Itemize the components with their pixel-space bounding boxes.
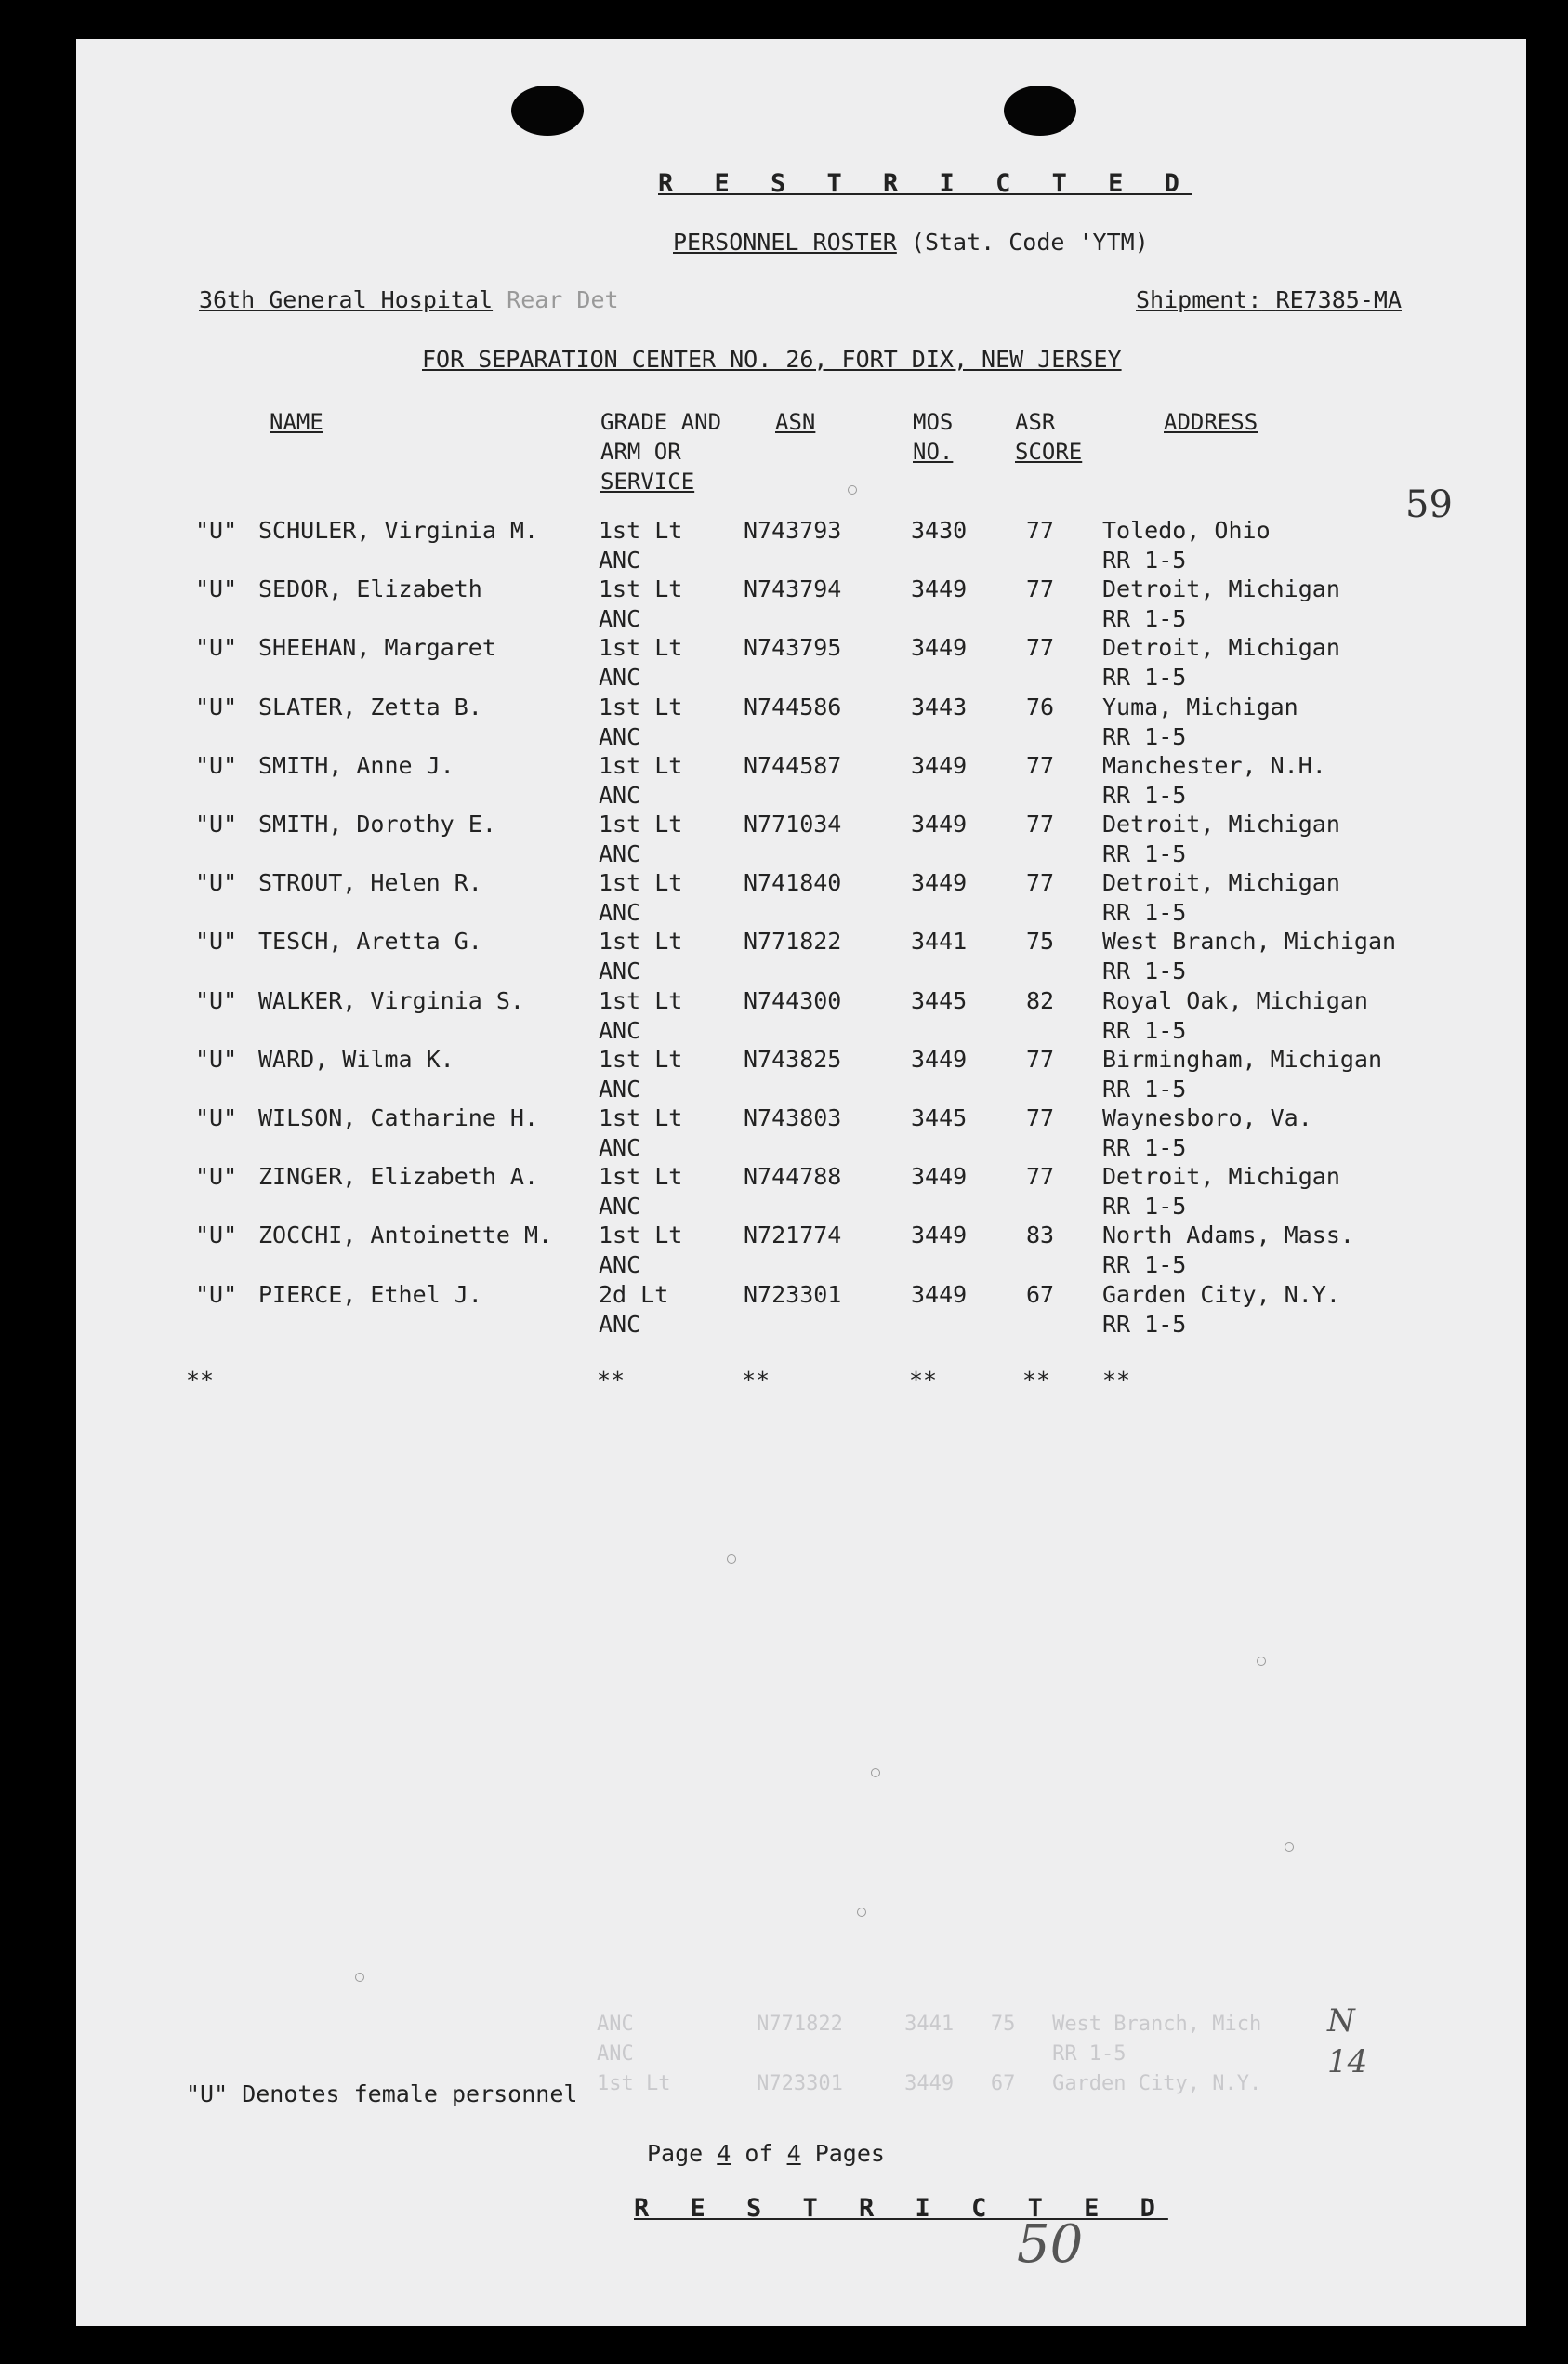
row-grade: 1st Lt: [599, 811, 683, 838]
col-grade-line1: GRADE AND: [600, 409, 722, 435]
row-prefix: "U": [195, 1222, 238, 1249]
table-row: [76, 575, 1526, 635]
roster-title: PERSONNEL ROSTER: [673, 229, 897, 256]
row-prefix: "U": [195, 517, 238, 544]
row-prefix: "U": [195, 986, 238, 1014]
restricted-header: R E S T R I C T E D: [658, 169, 1192, 198]
row-name: SCHULER, Virginia M.: [258, 517, 539, 544]
row-asr: 76: [1026, 693, 1055, 720]
row-mos: 3445: [911, 1104, 968, 1131]
end-mark-asr: **: [1022, 1367, 1051, 1393]
row-asr: 77: [1026, 517, 1055, 544]
table-row: [76, 517, 1526, 576]
row-mos: 3443: [911, 693, 968, 720]
paper-speck: [848, 485, 857, 495]
row-asn: N721774: [744, 1222, 842, 1249]
unit-line: [199, 286, 619, 313]
shipment-line: [1136, 286, 1402, 313]
col-mos-line2: NO.: [913, 439, 954, 465]
row-arm: ANC: [599, 722, 641, 750]
row-arm: ANC: [599, 1134, 641, 1161]
row-rr: RR 1-5: [1102, 1134, 1187, 1161]
row-rr: RR 1-5: [1102, 957, 1187, 985]
pagination-current: 4: [717, 2140, 731, 2167]
row-grade: 1st Lt: [599, 869, 683, 897]
shipment-label: Shipment:: [1136, 286, 1262, 313]
restricted-footer: R E S T R I C T E D: [634, 2194, 1168, 2223]
pagination-total: 4: [786, 2140, 801, 2167]
col-grade-header: [600, 407, 721, 496]
end-mark-address: **: [1102, 1367, 1131, 1393]
row-grade: 1st Lt: [599, 634, 683, 662]
row-address: Yuma, Michigan: [1102, 693, 1298, 720]
col-asr-line2: SCORE: [1015, 439, 1083, 465]
punch-hole-left: [511, 86, 584, 136]
row-asr: 83: [1026, 1222, 1055, 1249]
row-address: Detroit, Michigan: [1102, 575, 1340, 603]
row-grade: 1st Lt: [599, 1045, 683, 1073]
row-asn: N744586: [744, 693, 842, 720]
row-address: Detroit, Michigan: [1102, 869, 1340, 897]
row-asn: N723301: [744, 1280, 842, 1308]
row-address: North Adams, Mass.: [1102, 1222, 1354, 1249]
pagination-prefix: Page: [647, 2140, 704, 2167]
row-mos: 3445: [911, 986, 968, 1014]
table-row: [76, 1046, 1526, 1105]
row-asn: N743795: [744, 634, 842, 662]
row-address: Waynesboro, Va.: [1102, 1104, 1312, 1131]
bleed-through-text: ANC N771822 3441 75 West Branch, Mich ANC RR 1-5 1st Lt N723301 3449 67 Garden City, N.Y.: [597, 2013, 1262, 2095]
table-row: [76, 869, 1526, 929]
row-mos: 3449: [911, 869, 968, 897]
row-asr: 77: [1026, 751, 1055, 779]
row-arm: ANC: [599, 840, 641, 867]
paper-speck: [871, 1768, 880, 1777]
row-arm: ANC: [599, 1310, 641, 1338]
row-name: SLATER, Zetta B.: [258, 693, 482, 720]
row-mos: 3449: [911, 634, 968, 662]
col-mos-header: [913, 407, 953, 467]
row-rr: RR 1-5: [1102, 1193, 1187, 1221]
row-rr: RR 1-5: [1102, 1251, 1187, 1279]
row-asr: 82: [1026, 986, 1055, 1014]
col-asr-header: [1015, 407, 1082, 467]
end-mark-asn: **: [742, 1367, 771, 1393]
row-address: Detroit, Michigan: [1102, 1163, 1340, 1191]
row-asr: 77: [1026, 575, 1055, 603]
handwritten-number: 50: [1017, 2214, 1084, 2275]
row-rr: RR 1-5: [1102, 605, 1187, 633]
row-mos: 3449: [911, 575, 968, 603]
footnote: "U" Denotes female personnel: [186, 2080, 578, 2107]
row-asr: 67: [1026, 1280, 1055, 1308]
row-arm: ANC: [599, 664, 641, 692]
row-asr: 77: [1026, 1163, 1055, 1191]
pagination-mid: of: [744, 2140, 773, 2167]
col-grade-line3: SERVICE: [600, 469, 695, 495]
col-asn-header: ASN: [775, 409, 816, 435]
table-row: [76, 928, 1526, 987]
row-asn: N771034: [744, 811, 842, 838]
stat-code: (Stat. Code 'YTM): [910, 229, 1149, 256]
row-grade: 1st Lt: [599, 1222, 683, 1249]
row-asr: 77: [1026, 634, 1055, 662]
row-grade: 1st Lt: [599, 517, 683, 544]
row-address: West Branch, Michigan: [1102, 928, 1397, 956]
paper-speck: [727, 1554, 736, 1564]
row-arm: ANC: [599, 1016, 641, 1044]
row-mos: 3449: [911, 1280, 968, 1308]
row-name: WILSON, Catharine H.: [258, 1104, 539, 1131]
row-name: ZOCCHI, Antoinette M.: [258, 1222, 553, 1249]
table-row: [76, 1281, 1526, 1340]
row-address: Detroit, Michigan: [1102, 811, 1340, 838]
row-mos: 3441: [911, 928, 968, 956]
table-row: [76, 752, 1526, 812]
end-mark-mos: **: [909, 1367, 938, 1393]
row-mos: 3449: [911, 1222, 968, 1249]
row-asr: 77: [1026, 1104, 1055, 1131]
row-asn: N741840: [744, 869, 842, 897]
row-address: Detroit, Michigan: [1102, 634, 1340, 662]
row-arm: ANC: [599, 957, 641, 985]
row-arm: ANC: [599, 899, 641, 927]
row-asr: 77: [1026, 1045, 1055, 1073]
row-prefix: "U": [195, 634, 238, 662]
row-prefix: "U": [195, 1163, 238, 1191]
row-asn: N743794: [744, 575, 842, 603]
row-address: Manchester, N.H.: [1102, 751, 1326, 779]
table-row: [76, 1222, 1526, 1281]
paper-speck: [355, 1973, 364, 1982]
row-prefix: "U": [195, 811, 238, 838]
row-name: STROUT, Helen R.: [258, 869, 482, 897]
col-address-header: ADDRESS: [1164, 409, 1258, 435]
row-prefix: "U": [195, 1045, 238, 1073]
destination-line: FOR SEPARATION CENTER NO. 26, FORT DIX, NEW JERSEY: [422, 346, 1122, 373]
row-address: Royal Oak, Michigan: [1102, 986, 1368, 1014]
roster-subtitle: [673, 229, 1149, 256]
row-prefix: "U": [195, 1104, 238, 1131]
row-asr: 77: [1026, 811, 1055, 838]
row-prefix: "U": [195, 869, 238, 897]
row-asr: 75: [1026, 928, 1055, 956]
table-row: [76, 693, 1526, 753]
row-address: Toledo, Ohio: [1102, 517, 1271, 544]
paper-speck: [1285, 1842, 1294, 1852]
col-grade-line2: ARM OR: [600, 439, 681, 465]
row-name: WALKER, Virginia S.: [258, 986, 524, 1014]
row-arm: ANC: [599, 605, 641, 633]
row-rr: RR 1-5: [1102, 1075, 1187, 1103]
row-prefix: "U": [195, 751, 238, 779]
row-grade: 1st Lt: [599, 1104, 683, 1131]
row-arm: ANC: [599, 1075, 641, 1103]
row-mos: 3449: [911, 1163, 968, 1191]
table-row: [76, 987, 1526, 1047]
punch-hole-right: [1004, 86, 1076, 136]
paper-speck: [1257, 1657, 1266, 1666]
end-mark-grade: **: [597, 1367, 626, 1393]
row-mos: 3449: [911, 751, 968, 779]
shipment-value: RE7385-MA: [1275, 286, 1402, 313]
row-asn: N744788: [744, 1163, 842, 1191]
row-rr: RR 1-5: [1102, 1016, 1187, 1044]
row-mos: 3449: [911, 1045, 968, 1073]
row-name: SMITH, Anne J.: [258, 751, 455, 779]
row-asr: 77: [1026, 869, 1055, 897]
row-name: WARD, Wilma K.: [258, 1045, 455, 1073]
table-row: [76, 634, 1526, 693]
row-name: PIERCE, Ethel J.: [258, 1280, 482, 1308]
row-arm: ANC: [599, 1193, 641, 1221]
table-row: [76, 1163, 1526, 1222]
row-name: SEDOR, Elizabeth: [258, 575, 482, 603]
row-rr: RR 1-5: [1102, 840, 1187, 867]
row-prefix: "U": [195, 575, 238, 603]
row-asn: N744587: [744, 751, 842, 779]
end-mark-name: **: [186, 1367, 215, 1393]
row-rr: RR 1-5: [1102, 722, 1187, 750]
row-asn: N743825: [744, 1045, 842, 1073]
pagination-suffix: Pages: [814, 2140, 885, 2167]
unit-rear-det: Rear Det: [507, 286, 619, 313]
pagination: [647, 2140, 885, 2167]
table-row: [76, 811, 1526, 870]
row-address: Birmingham, Michigan: [1102, 1045, 1383, 1073]
row-name: ZINGER, Elizabeth A.: [258, 1163, 539, 1191]
col-asr-line1: ASR: [1015, 409, 1056, 435]
end-marks: [76, 1367, 1526, 1394]
row-rr: RR 1-5: [1102, 664, 1187, 692]
paper-speck: [857, 1908, 866, 1917]
row-arm: ANC: [599, 1251, 641, 1279]
row-grade: 2d Lt: [599, 1280, 669, 1308]
document-page: [76, 39, 1526, 2326]
row-rr: RR 1-5: [1102, 547, 1187, 574]
row-prefix: "U": [195, 1280, 238, 1308]
row-rr: RR 1-5: [1102, 1310, 1187, 1338]
unit-name: 36th General Hospital: [199, 286, 494, 313]
row-prefix: "U": [195, 693, 238, 720]
row-rr: RR 1-5: [1102, 899, 1187, 927]
row-asn: N771822: [744, 928, 842, 956]
row-grade: 1st Lt: [599, 575, 683, 603]
row-mos: 3449: [911, 811, 968, 838]
row-grade: 1st Lt: [599, 693, 683, 720]
row-rr: RR 1-5: [1102, 781, 1187, 809]
row-name: TESCH, Aretta G.: [258, 928, 482, 956]
row-asn: N744300: [744, 986, 842, 1014]
row-name: SHEEHAN, Margaret: [258, 634, 496, 662]
row-grade: 1st Lt: [599, 928, 683, 956]
row-asn: N743793: [744, 517, 842, 544]
row-mos: 3430: [911, 517, 968, 544]
row-grade: 1st Lt: [599, 751, 683, 779]
row-name: SMITH, Dorothy E.: [258, 811, 496, 838]
table-row: [76, 1104, 1526, 1164]
row-arm: ANC: [599, 547, 641, 574]
row-grade: 1st Lt: [599, 1163, 683, 1191]
row-address: Garden City, N.Y.: [1102, 1280, 1340, 1308]
row-asn: N743803: [744, 1104, 842, 1131]
row-grade: 1st Lt: [599, 986, 683, 1014]
col-mos-line1: MOS: [913, 409, 954, 435]
page-number-stamp: 59: [1405, 483, 1453, 526]
row-arm: ANC: [599, 781, 641, 809]
col-name-header: NAME: [270, 409, 323, 435]
handwritten-margin-note: N 14: [1327, 2002, 1368, 2080]
row-prefix: "U": [195, 928, 238, 956]
